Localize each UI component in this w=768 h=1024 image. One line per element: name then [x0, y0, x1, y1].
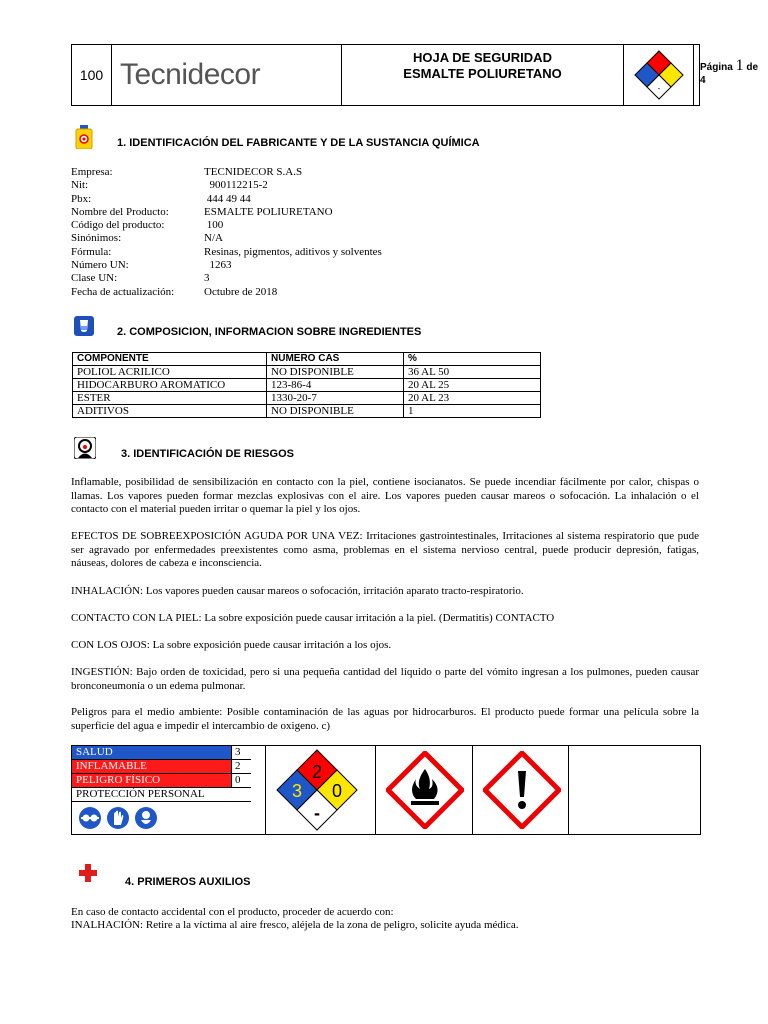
identification-row [71, 179, 382, 192]
header-percent: % [404, 353, 541, 366]
identification-row [71, 219, 382, 232]
identification-value: ESMALTE POLIURETANO [204, 205, 333, 218]
logo-text: Tecnidecor [120, 58, 261, 91]
header-component: COMPONENTE [73, 353, 267, 366]
nfpa-reactivity-value: 0 [331, 781, 343, 801]
identification-value: 444 49 44 [204, 192, 251, 205]
exclamation-pictogram-icon [483, 751, 561, 834]
nfpa-special-small: - [657, 84, 660, 93]
face-mask-icon [74, 437, 92, 459]
respirator-icon [134, 806, 158, 833]
identification-value: N/A [204, 232, 223, 245]
identification-row [71, 193, 382, 206]
flammable-pictogram-icon [386, 751, 464, 834]
identification-key: Sinónimos: [71, 232, 122, 245]
document-title [342, 45, 624, 105]
identification-key: Nombre del Producto: [71, 205, 169, 218]
risk-paragraph-7: Peligros para el medio ambiente: Posible contaminación de las aguas por hidrocarburos. El producto puede formar una película sobre la superficie del agua e impedir el intercambio de oxigeno. c) [71, 706, 699, 732]
table-header-row [73, 353, 541, 366]
company-logo [112, 45, 342, 105]
risk-paragraph-5: CON LOS OJOS: La sobre exposición puede causar irritación a los ojos. [71, 639, 392, 651]
nfpa-health-value: 3 [291, 781, 303, 801]
identification-value: 900112215-2 [204, 179, 268, 192]
nfpa-diamond-icon [624, 45, 694, 105]
identification-key: Código del producto: [71, 219, 165, 232]
identification-key: Empresa: [71, 166, 113, 178]
table-cell: NO DISPONIBLE [267, 405, 404, 418]
nfpa-special-value: - [314, 803, 320, 823]
identification-key: Fecha de actualización: [71, 285, 175, 298]
gloves-icon [106, 806, 130, 833]
table-cell: 20 AL 25 [404, 379, 541, 392]
identification-row [71, 206, 382, 219]
ppe-icons [72, 802, 251, 833]
page-number: 1 [735, 57, 744, 74]
bottle-icon [75, 125, 93, 147]
hazard-value-physical: 0 [235, 774, 241, 786]
identification-value: TECNIDECOR S.A.S [204, 166, 303, 178]
section-3-title: 3. IDENTIFICACIÓN DE RIESGOS [121, 448, 294, 460]
hazard-rating-table [72, 746, 251, 833]
identification-value: 3 [204, 272, 210, 285]
identification-key: Nit: [71, 179, 89, 192]
table-cell: 36 AL 50 [404, 366, 541, 379]
goggles-icon [78, 806, 102, 833]
ppe-row [72, 788, 251, 802]
first-aid-paragraph-1: En caso de contacto accidental con el producto, proceder de acuerdo con: [71, 906, 394, 918]
identification-list [71, 166, 382, 299]
page-indicator [694, 45, 768, 105]
hazard-label-physical: PELIGRO FÍSICO [72, 774, 232, 787]
table-cell: 1330-20-7 [267, 392, 404, 405]
table-cell: HIDOCARBURO AROMATICO [73, 379, 267, 392]
nfpa-fire-value: 2 [311, 762, 323, 782]
table-row [73, 366, 541, 379]
risk-paragraph-2: EFECTOS DE SOBREEXPOSICIÓN AGUDA POR UNA VEZ: Irritaciones gastrointestinales, Irritaciones al sistema respiratorio que pude ser agravado por enfermedades preexistentes como asma, problemas en el sistema nervioso central, puede producir depresión, fatigas, náuseas, dolores de cabeza e inconsciencia. [71, 530, 699, 569]
table-row [73, 392, 541, 405]
risk-paragraph-3: INHALACIÓN: Los vapores pueden causar mareos o sofocación, irritación aparato tracto-respiratorio. [71, 585, 524, 597]
nfpa-diamond-large-icon [275, 749, 359, 836]
hazard-value-flammable: 2 [235, 760, 241, 772]
identification-row [71, 166, 382, 179]
identification-row [71, 286, 382, 299]
page-word: Página [700, 62, 733, 73]
identification-row [71, 259, 382, 272]
product-number: 100 [72, 45, 112, 105]
hazard-label-health: SALUD [72, 746, 232, 759]
hazard-label-flammable: INFLAMABLE [72, 760, 232, 773]
section-2-title: 2. COMPOSICION, INFORMACION SOBRE INGREDIENTES [117, 326, 422, 338]
table-row [73, 379, 541, 392]
page-of: de [746, 62, 759, 73]
hazard-summary-box [71, 745, 701, 835]
risk-paragraph-6: INGESTIÓN: Bajo orden de toxicidad, pero si una pequeña cantidad del líquido o parte del vómito ingresan a los pulmones, pueden causar bronconeumonía o un edema pulmonar. [71, 666, 699, 692]
identification-key: Número UN: [71, 259, 129, 272]
lab-beaker-icon [74, 316, 92, 338]
first-aid-paragraph-2: INALHACIÓN: Retire a la víctima al aire fresco, aléjela de la zona de peligro, solicite ayuda médica. [71, 919, 519, 931]
hazard-row-physical [72, 774, 251, 788]
table-cell: 20 AL 23 [404, 392, 541, 405]
section-4-title: 4. PRIMEROS AUXILIOS [125, 876, 251, 888]
identification-row [71, 272, 382, 285]
risk-paragraph-1: Inflamable, posibilidad de sensibilización en contacto con la piel, contiene isocianatos. Se puede incendiar fácilmente por calor, chispas o llamas. Los vapores pueden formar mezclas explosivas con el aire. Los vapores pueden causar mareos o sofocación. La inhalación o el contacto con el material pueden irritar o quemar la piel y los ojos. [71, 476, 699, 515]
header-cas: NUMERO CAS [267, 353, 404, 366]
table-row [73, 405, 541, 418]
table-cell: 123-86-4 [267, 379, 404, 392]
identification-row [71, 232, 382, 245]
identification-value: Resinas, pigmentos, aditivos y solventes [204, 245, 382, 258]
hazard-value-health: 3 [235, 746, 241, 758]
section-1-title: 1. IDENTIFICACIÓN DEL FABRICANTE Y DE LA SUSTANCIA QUÍMICA [117, 137, 480, 149]
table-cell: ESTER [73, 392, 267, 405]
hazard-row-health [72, 746, 251, 760]
title-line-2: ESMALTE POLIURETANO [403, 66, 562, 81]
identification-key: Clase UN: [71, 272, 118, 285]
identification-value: Octubre de 2018 [204, 285, 278, 298]
identification-key: Pbx: [71, 192, 92, 205]
hazard-row-flammable [72, 760, 251, 774]
page-total: 4 [700, 75, 706, 86]
title-line-1: HOJA DE SEGURIDAD [413, 50, 552, 65]
table-cell: NO DISPONIBLE [267, 366, 404, 379]
table-cell: ADITIVOS [73, 405, 267, 418]
identification-key: Fórmula: [71, 245, 112, 258]
identification-value: 1263 [204, 259, 232, 272]
identification-value: 100 [204, 219, 224, 232]
document-header [71, 44, 759, 106]
risk-paragraph-4: CONTACTO CON LA PIEL: La sobre exposición puede causar irritación a la piel. (Dermatitis) CONTACTO [71, 612, 555, 624]
first-aid-cross-icon [77, 862, 95, 884]
table-cell: 1 [404, 405, 541, 418]
table-cell: POLIOL ACRILICO [73, 366, 267, 379]
identification-row [71, 246, 382, 259]
composition-table [72, 352, 541, 418]
ppe-label: PROTECCIÓN PERSONAL [76, 788, 205, 800]
